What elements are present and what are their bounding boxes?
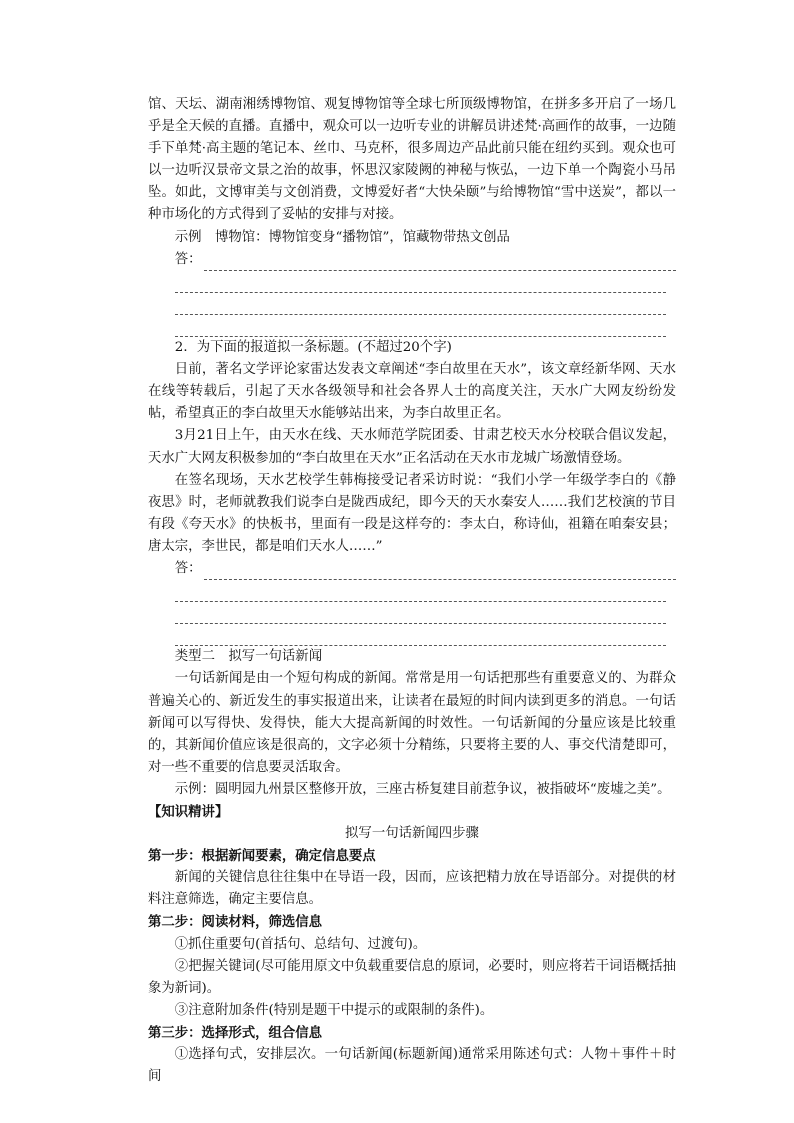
step-item: ①抓住重要句(首括句、总结句、过渡句)。 <box>174 936 427 952</box>
answer-line <box>148 249 676 271</box>
section-title: 类型二 拟写一句话新闻 <box>174 649 323 665</box>
answer-label: 答： <box>174 251 202 267</box>
answer-blank[interactable] <box>204 258 676 271</box>
step-title: 第二步：阅读材料，筛选信息 <box>148 914 323 931</box>
answer-blank[interactable] <box>204 567 676 580</box>
step-text: 新闻的关键信息往往集中在导语一段，因而，应该把精力放在导语部分。对提供的材料注意筛选，确定主要信息。 <box>148 870 676 908</box>
knowledge-heading: 【知识精讲】 <box>148 804 229 820</box>
example-line: 示例：圆明园九州景区整修开放，三座古桥复建目前惹争议，被指破坏“废墟之美”。 <box>174 781 671 797</box>
question-2: 2．为下面的报道拟一条标题。(不超过20个字) <box>174 340 452 356</box>
answer-blank[interactable] <box>175 602 666 624</box>
answer-line <box>148 558 676 580</box>
report-paragraph: 在签名现场，天水艺校学生韩梅接受记者采访时说：“我们小学一年级学李白的《静夜思》时，老师就教我们说李白是陇西成纪，即今天的天水秦安人……我们艺校演的节目有段《夸天水》的快板书，里面有一段是这样夸的：李太白，称诗仙，祖籍在咱秦安县；唐太宗，李世民，都是咱们天水人……” <box>148 472 676 554</box>
report-paragraph: 日前，著名文学评论家雷达发表文章阐述“李白故里在天水”，该文章经新华网、天水在线等转载后，引起了天水各级领导和社会各界人士的高度关注，天水广大网友纷纷发帖，希望真正的李白故里天水能够站出来，为李白故里正名。 <box>148 362 676 422</box>
answer-label: 答： <box>174 560 202 576</box>
report-paragraph: 3月21日上午，由天水在线、天水师范学院团委、甘肃艺校天水分校联合倡议发起，天水广大网友积极参加的“李白故里在天水”正名活动在天水市龙城广场激情登场。 <box>148 428 676 466</box>
step-item: ②把握关键词(尽可能用原文中负载重要信息的原词，必要时，则应将若干词语概括抽象为新词)。 <box>148 958 676 996</box>
steps-title: 拟写一句话新闻四步骤 <box>345 826 479 842</box>
step-title: 第三步：选择形式，组合信息 <box>148 1024 323 1041</box>
step-item: ③注意附加条件(特别是题干中提示的或限制的条件)。 <box>174 1002 494 1018</box>
answer-blank[interactable] <box>175 624 666 646</box>
step-title: 第一步：根据新闻要素，确定信息要点 <box>148 848 376 865</box>
answer-blank[interactable] <box>175 580 666 602</box>
body-paragraph: 馆、天坛、湖南湘绣博物馆、观复博物馆等全球七所顶级博物馆，在拼多多开启了一场几乎是全天候的直播。直播中，观众可以一边听专业的讲解员讲述梵·高画作的故事，一边随手下单梵·高主题的笔记本、丝巾、马克杯，很多周边产品此前只能在纽约买到。观众也可以一边听汉景帝文景之治的故事，怀思汉家陵阙的神秘与恢弘，一边下单一个陶瓷小马吊坠。如此，文博审美与文创消费，文博爱好者“大快朵颐”与给博物馆“雪中送炭”，都以一种市场化的方式得到了妥帖的安排与对接。 <box>148 97 676 223</box>
answer-blank[interactable] <box>175 315 666 337</box>
answer-blank[interactable] <box>175 271 666 293</box>
body-paragraph: 一句话新闻是由一个短句构成的新闻。常常是用一句话把那些有重要意义的、为群众普遍关心的、新近发生的事实报道出来，让读者在最短的时间内读到更多的消息。一句话新闻可以写得快、发得快，能大大提高新闻的时效性。一句话新闻的分量应该是比较重的，其新闻价值应该是很高的，文字必须十分精练，只要将主要的人、事交代清楚即可，对一些不重要的信息要灵活取舍。 <box>148 671 676 775</box>
example-line: 示例 博物馆：博物馆变身“播物馆”，馆藏物带热文创品 <box>174 229 510 245</box>
answer-blank[interactable] <box>175 293 666 315</box>
step-item: ①选择句式，安排层次。一句话新闻(标题新闻)通常采用陈述句式：人物＋事件＋时间 <box>148 1047 676 1085</box>
